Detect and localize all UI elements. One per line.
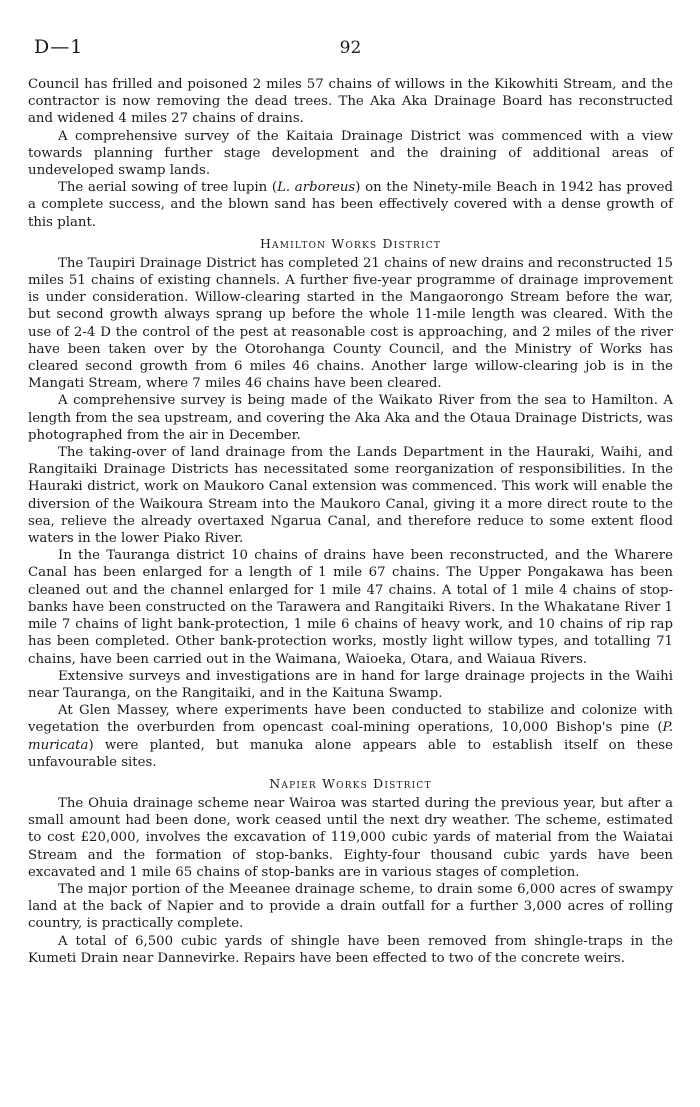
paragraph: The taking-over of land drainage from the Lands Department in the Hauraki, Waihi, and Rangitaiki Drainage Districts has necessitated some reorganization of responsibilities. In the Hauraki district, work on Maukoro Canal extension was commenced. This work will enable the diversion of the Waikoura Stream into the Maukoro Canal, giving it a more direct route to the sea, relieve the already overtaxed Ngarua Canal, and therefore reduce to some extent flood waters in the lower Piako River. bbox=[28, 445, 673, 547]
paragraph: A comprehensive survey is being made of the Waikato River from the sea to Hamilton. A length from the sea upstream, and covering the Aka Aka and the Otaua Drainage Districts, was photographed from the air in December. bbox=[28, 393, 673, 443]
paragraph-text: ) were planted, but manuka alone appears able to establish itself on these unfavourable sites. bbox=[28, 737, 673, 770]
page-number: 92 bbox=[339, 38, 362, 58]
document-reference: D—1 bbox=[34, 36, 84, 58]
paragraph: A total of 6,500 cubic yards of shingle have been removed from shingle-traps in the Kumeti Drain near Dannevirke. Repairs have been effected to two of the concrete weirs. bbox=[28, 933, 673, 966]
paragraph: The major portion of the Meeanee drainage scheme, to drain some 6,000 acres of swampy land at the back of Napier and to provide a drain outfall for a further 3,000 acres of rolling country, is practically complete. bbox=[28, 881, 673, 932]
section-heading-hamilton: Hamilton Works District bbox=[259, 235, 442, 251]
paragraph: The Taupiri Drainage District has completed 21 chains of new drains and reconstructed 15 miles 51 chains of existing channels. A further five-year programme of drainage improvement is under consideration. Willow-clearing started in the Mangaorongo Stream before the war, but second growth always sprang up before the whole 11-mile length was cleared. With the use of 2-4 D the control of the pest at reasonable cost is approaching, and 2 miles of the river have been taken over by the Otorohanga County Council, and the Ministry of Works has cleared second growth from 6 miles 46 chains. Another large willow-clearing job is in the Mangati Stream, where 7 miles 46 chains have been cleared. bbox=[28, 255, 673, 392]
paragraph-continued: Council has frilled and poisoned 2 miles 57 chains of willows in the Kikowhiti Stream, and the contractor is now removing the dead trees. The Aka Aka Drainage Board has reconstructed and widened 4 miles 27 chains of drains. bbox=[28, 77, 673, 127]
paragraph-text: ) on the Ninety-mile Beach in 1942 has proved a complete success, and the blown sand has been effectively covered with a dense growth of this plant. bbox=[28, 180, 673, 230]
section-heading-napier: Napier Works District bbox=[269, 775, 432, 791]
paragraph: In the Tauranga district 10 chains of drains have been reconstructed, and the Wharere Canal has been enlarged for a length of 1 mile 67 chains. The Upper Pongakawa has been cleaned out and the channel enlarged for 1 mile 47 chains. A total of 1 mile 4 chains of stop-banks have been constructed on the Tarawera and Rangitaiki Rivers. In the Whakatane River 1 mile 7 chains of light bank-protection, 1 mile 6 chains of heavy work, and 10 chains of rip rap has been completed. Other bank-protection works, mostly light willow types, and totalling 71 chains, have been carried out in the Waimana, Waioeka, Otara, and Waiaua Rivers. bbox=[28, 548, 673, 667]
paragraph: The Ohuia drainage scheme near Wairoa was started during the previous year, but after a small amount had been done, work ceased until the next dry weather. The scheme, estimated to cost £20,000, involves the excavation of 119,000 cubic yards of material from the Waiatai Stream and the formation of stop-banks. Eighty-four thousand cubic yards have been excavated and 1 mile 65 chains of stop-banks are in various stages of completion. bbox=[28, 795, 673, 880]
species-name: L. arboreus bbox=[277, 180, 356, 196]
page-header bbox=[28, 36, 673, 76]
paragraph bbox=[28, 702, 673, 771]
paragraph: A comprehensive survey of the Kaitaia Drainage District was commenced with a view towards planning further stage development and the draining of additional areas of undeveloped swamp lands. bbox=[28, 128, 673, 179]
paragraph bbox=[28, 179, 673, 231]
species-name: P. muricata bbox=[28, 720, 673, 753]
paragraph-text: The aerial sowing of tree lupin ( bbox=[58, 180, 278, 196]
paragraph-text: At Glen Massey, where experiments have been conducted to stabilize and colonize with vegetation the overburden from opencast coal-mining operations, 10,000 Bishop's pine ( bbox=[28, 703, 673, 736]
paragraph: Extensive surveys and investigations are in hand for large drainage projects in the Waihi near Tauranga, on the Rangitaiki, and in the Kaituna Swamp. bbox=[28, 668, 673, 701]
